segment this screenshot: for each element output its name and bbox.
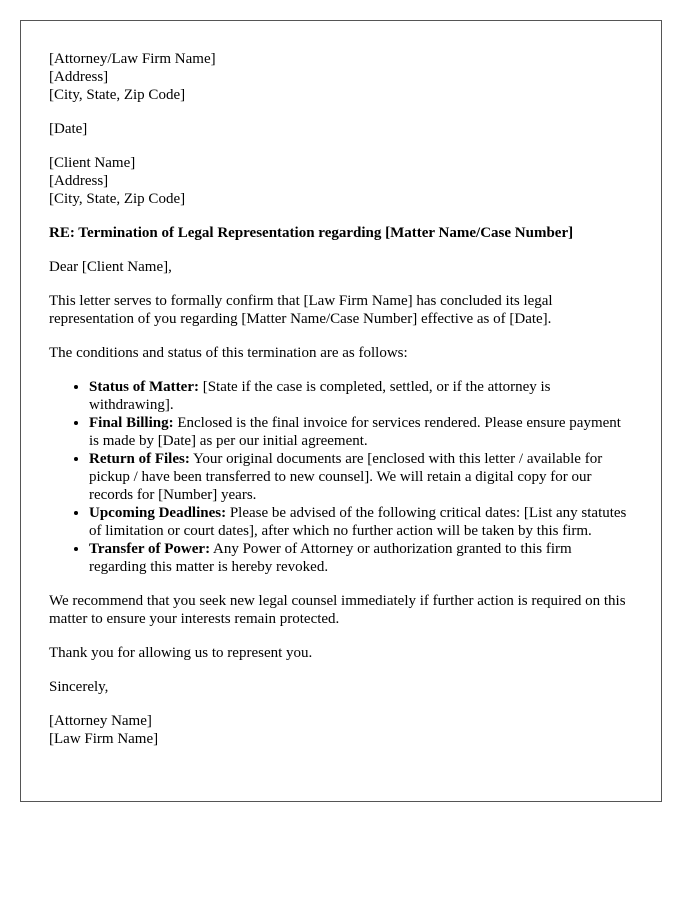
list-item: [89, 450, 632, 504]
salutation: Dear [Client Name],: [49, 259, 172, 275]
list-item: [89, 414, 632, 450]
item-label: Return of Files:: [89, 451, 190, 467]
list-item: [89, 378, 632, 414]
list-item: [89, 540, 632, 576]
item-label: Final Billing:: [89, 415, 174, 431]
conditions-list: [49, 378, 632, 576]
letter: [20, 20, 662, 802]
letter-date: [Date]: [49, 121, 88, 137]
item-label: Transfer of Power:: [89, 541, 211, 557]
item-label: Upcoming Deadlines:: [89, 505, 227, 521]
item-text: Any Power of Attorney or authorization granted to this firm regarding this matter is hereby revoked.: [89, 541, 572, 575]
sender-block: [49, 50, 632, 104]
signature-firm: [Law Firm Name]: [49, 731, 159, 747]
item-label: Status of Matter:: [89, 379, 199, 395]
signature-block: [49, 712, 632, 748]
signature-name: [Attorney Name]: [49, 713, 152, 729]
recipient-city: [City, State, Zip Code]: [49, 191, 186, 207]
sender-address: [Address]: [49, 69, 109, 85]
sender-city: [City, State, Zip Code]: [49, 87, 186, 103]
sender-name: [Attorney/Law Firm Name]: [49, 51, 216, 67]
item-text: [State if the case is completed, settled, or if the attorney is withdrawing].: [89, 379, 551, 413]
item-text: Enclosed is the final invoice for services rendered. Please ensure payment is made by [Date] as per our initial agreement.: [89, 415, 621, 449]
recipient-block: [49, 154, 632, 208]
intro-paragraph: This letter serves to formally confirm that [Law Firm Name] has concluded its legal representation of you regarding [Matter Name/Case Number] effective as of [Date].: [49, 293, 553, 327]
recommendation-paragraph: We recommend that you seek new legal counsel immediately if further action is required on this matter to ensure your interests remain protected.: [49, 593, 626, 627]
recipient-name: [Client Name]: [49, 155, 136, 171]
recipient-address: [Address]: [49, 173, 109, 189]
thanks-paragraph: Thank you for allowing us to represent you.: [49, 645, 313, 661]
list-item: [89, 504, 632, 540]
item-text: Please be advised of the following critical dates: [List any statutes of limitation or court dates], after which no further action will be taken by this firm.: [89, 505, 627, 539]
item-text: Your original documents are [enclosed with this letter / available for pickup / have been transferred to new counsel]. We will retain a digital copy for our records for [Number] years.: [89, 451, 603, 503]
closing: Sincerely,: [49, 679, 109, 695]
subject-line: RE: Termination of Legal Representation regarding [Matter Name/Case Number]: [49, 225, 574, 241]
conditions-intro: The conditions and status of this termination are as follows:: [49, 345, 408, 361]
